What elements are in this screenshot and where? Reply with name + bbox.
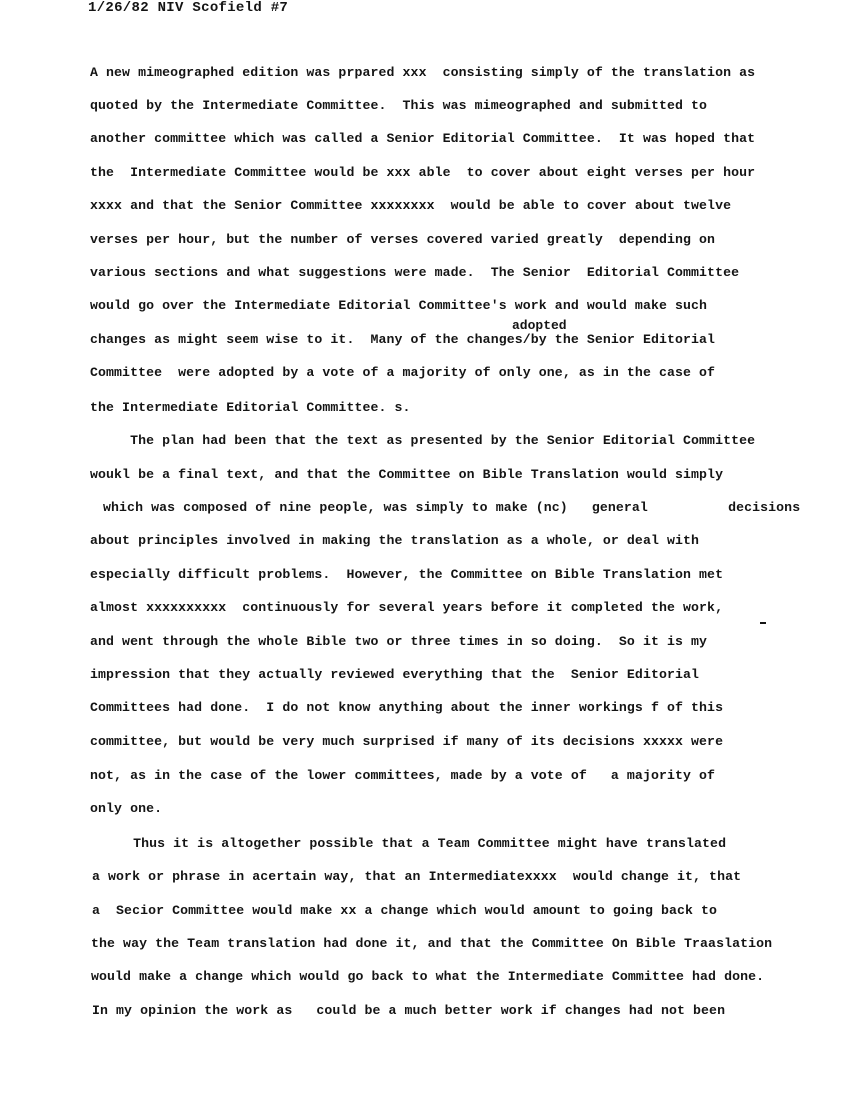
text-line: impression that they actually reviewed everything that the Senior Editorial xyxy=(90,667,700,682)
text-line: In my opinion the work as could be a much better work if changes had not been xyxy=(92,1003,726,1018)
text-line: about principles involved in making the translation as a whole, or deal with xyxy=(90,533,700,548)
text-line: would go over the Intermediate Editorial Committee's work and would make such xyxy=(90,298,708,313)
text-line: woukl be a final text, and that the Committee on Bible Translation would simply xyxy=(90,467,724,482)
text-line: especially difficult problems. However, the Committee on Bible Translation met xyxy=(90,567,724,582)
text-line: a work or phrase in acertain way, that an Intermediatexxxx would change it, that xyxy=(92,869,742,884)
text-line: another committee which was called a Senior Editorial Committee. It was hoped that xyxy=(90,131,756,146)
page-header: 1/26/82 NIV Scofield #7 xyxy=(88,0,289,16)
text-line: not, as in the case of the lower committees, made by a vote of a majority of xyxy=(90,768,716,783)
text-line: Thus it is altogether possible that a Team Committee might have translated xyxy=(93,836,727,851)
text-line: The plan had been that the text as presented by the Senior Editorial Committee xyxy=(90,433,756,448)
text-line: the Intermediate Committee would be xxx able to cover about eight verses per hour xyxy=(90,165,756,180)
text-line: only one. xyxy=(90,801,163,816)
text-line: A new mimeographed edition was prpared xxx consisting simply of the translation as xyxy=(90,65,756,80)
text-line: Committee were adopted by a vote of a majority of only one, as in the case of xyxy=(90,365,716,380)
text-line: changes as might seem wise to it. Many of the changes/by the Senior Editorial xyxy=(90,332,716,347)
text-line: and went through the whole Bible two or three times in so doing. So it is my xyxy=(90,634,708,649)
text-line: quoted by the Intermediate Committee. This was mimeographed and submitted to xyxy=(90,98,708,113)
text-line: various sections and what suggestions were made. The Senior Editorial Committee xyxy=(90,265,740,280)
text-line: committee, but would be very much surprised if many of its decisions xxxxx were xyxy=(90,734,724,749)
text-line: the way the Team translation had done it, and that the Committee On Bible Traaslation xyxy=(91,936,773,951)
text-line: verses per hour, but the number of verses covered varied greatly depending on xyxy=(90,232,716,247)
text-line: the Intermediate Editorial Committee. s. xyxy=(90,400,411,415)
margin-mark xyxy=(760,622,766,624)
text-line: almost xxxxxxxxxx continuously for several years before it completed the work, xyxy=(90,600,724,615)
text-line: Committees had done. I do not know anything about the inner workings f of this xyxy=(90,700,724,715)
interlinear-insertion: adopted xyxy=(512,318,567,333)
text-line: a Secior Committee would make xx a change which would amount to going back to xyxy=(92,903,718,918)
text-line: would make a change which would go back to what the Intermediate Committee had done. xyxy=(91,969,765,984)
text-line: which was composed of nine people, was simply to make (nc) general decisions xyxy=(95,500,801,515)
text-line: xxxx and that the Senior Committee xxxxxxxx would be able to cover about twelve xyxy=(90,198,732,213)
